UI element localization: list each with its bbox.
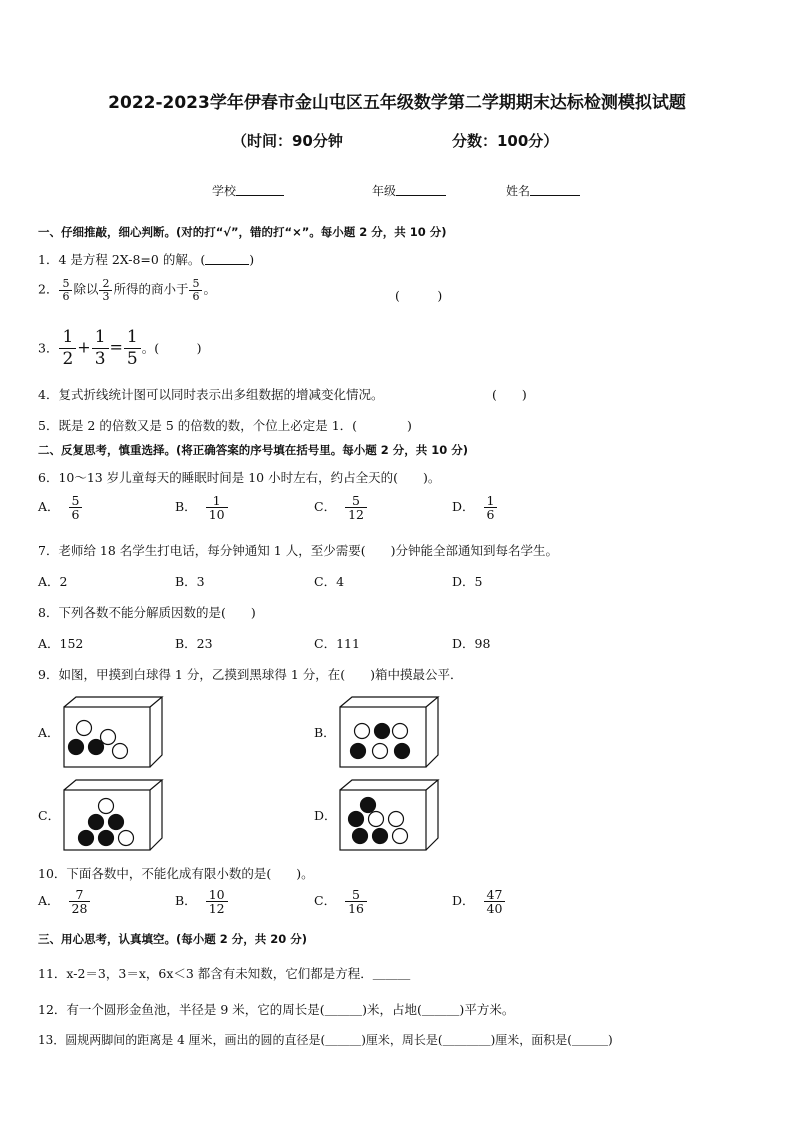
name-field[interactable] (506, 182, 580, 199)
black-ball (89, 740, 104, 755)
q3-equals: = (109, 337, 123, 357)
q7-option-c[interactable]: C．4 (314, 574, 345, 589)
school-label: 学校 (212, 184, 237, 198)
q2-fraction-1: $\frac{5}{6}$ (59, 278, 72, 302)
black-ball (99, 831, 114, 846)
question-5: 5．既是 2 的倍数又是 5 的倍数的数，个位上必定是 1．( ) (38, 418, 412, 433)
q3-fraction-2: $\frac{1}{3}$ (92, 327, 109, 371)
q2-fraction-2: $\frac{2}{3}$ (99, 278, 112, 302)
exam-time: （时间：90分钟 (232, 132, 343, 150)
black-ball (373, 829, 388, 844)
grade-label: 年级 (372, 184, 397, 198)
q10-option-d[interactable]: D． $\frac{47}{40}$ (452, 888, 506, 915)
q2-end: 。 (203, 281, 216, 297)
school-blank[interactable] (236, 183, 284, 196)
grade-blank[interactable] (396, 183, 446, 196)
q9-box-c[interactable] (62, 778, 164, 852)
q6-d-fraction: $\frac{1}{6}$ (484, 494, 498, 521)
black-ball (109, 815, 124, 830)
question-11: 11．x-2＝3，3＝x，6x＜3 都含有未知数，它们都是方程．＿＿＿ (38, 966, 411, 981)
white-ball (113, 744, 128, 759)
black-ball (395, 744, 410, 759)
q3-plus: + (77, 337, 91, 357)
question-13: 13．圆规两脚间的距离是 4 厘米，画出的圆的直径是(＿＿＿)厘米，周长是(＿＿＿＿)厘米，面积是(＿＿＿) (38, 1033, 613, 1047)
q3-fraction-1: $\frac{1}{2}$ (59, 327, 76, 371)
q10-c-fraction: $\frac{5}{16}$ (345, 888, 367, 915)
question-1 (38, 250, 254, 268)
name-blank[interactable] (530, 183, 580, 196)
q8-option-a[interactable]: A．152 (38, 636, 84, 651)
q9-box-b[interactable] (338, 695, 440, 769)
black-ball (353, 829, 368, 844)
q8-option-d[interactable]: D．98 (452, 636, 491, 651)
q2-number: 2． (38, 281, 59, 297)
q8-option-b[interactable]: B．23 (175, 636, 213, 651)
question-3 (38, 327, 202, 371)
white-ball (393, 724, 408, 739)
question-4: 4．复式折线统计图可以同时表示出多组数据的增减变化情况。 (38, 387, 384, 402)
school-field[interactable] (212, 182, 284, 199)
q3-number: 3． (38, 340, 59, 356)
q6-option-d[interactable]: D． $\frac{1}{6}$ (452, 494, 498, 521)
q1-text: 1．4 是方程 2X-8=0 的解。( (38, 252, 206, 267)
q10-d-fraction: $\frac{47}{40}$ (484, 888, 506, 915)
black-ball (349, 812, 364, 827)
white-ball (369, 812, 384, 827)
q10-option-c[interactable]: C． $\frac{5}{16}$ (314, 888, 368, 915)
question-10: 10．下面各数中，不能化成有限小数的是( )。 (38, 866, 314, 881)
black-ball (69, 740, 84, 755)
q6-a-fraction: $\frac{5}{6}$ (69, 494, 83, 521)
black-ball (375, 724, 390, 739)
grade-field[interactable] (372, 182, 446, 199)
section-1-heading: 一、仔细推敲，细心判断。(对的打“√”，错的打“×”。每小题 2 分，共 10 分) (38, 225, 447, 239)
q6-c-fraction: $\frac{5}{12}$ (345, 494, 367, 521)
q3-end: 。( ) (141, 340, 202, 356)
white-ball (77, 721, 92, 736)
question-6: 6．10～13 岁儿童每天的睡眠时间是 10 小时左右，约占全天的( )。 (38, 470, 441, 485)
q9-option-b-label[interactable]: B． (314, 725, 336, 740)
black-ball (89, 815, 104, 830)
white-ball (99, 799, 114, 814)
q7-option-b[interactable]: B．3 (175, 574, 205, 589)
page-title: 2022-2023学年伊春市金山屯区五年级数学第二学期期末达标检测模拟试题 (108, 93, 686, 113)
white-ball (119, 831, 134, 846)
question-12: 12．有一个圆形金鱼池，半径是 9 米，它的周长是(＿＿＿)米，占地(＿＿＿)平方米。 (38, 1002, 515, 1017)
q9-option-c-label[interactable]: C． (38, 808, 61, 823)
q10-option-a[interactable]: A． $\frac{7}{28}$ (38, 888, 91, 915)
black-ball (351, 744, 366, 759)
q4-answer-paren[interactable]: ( ) (492, 387, 527, 402)
q3-fraction-3: $\frac{1}{5}$ (124, 327, 141, 371)
name-label: 姓名 (506, 184, 531, 198)
white-ball (355, 724, 370, 739)
q7-option-d[interactable]: D．5 (452, 574, 483, 589)
white-ball (101, 730, 116, 745)
section-3-heading: 三、用心思考，认真填空。(每小题 2 分，共 20 分) (38, 932, 308, 946)
section-2-heading: 二、反复思考，慎重选择。(将正确答案的序号填在括号里。每小题 2 分，共 10 分) (38, 443, 469, 457)
q9-box-d[interactable] (338, 778, 440, 852)
q9-box-a[interactable] (62, 695, 164, 769)
q6-option-b[interactable]: B． $\frac{1}{10}$ (175, 494, 229, 521)
q10-b-fraction: $\frac{10}{12}$ (206, 888, 228, 915)
exam-score: 分数：100分） (452, 132, 559, 150)
q6-option-c[interactable]: C． $\frac{5}{12}$ (314, 494, 368, 521)
black-ball (79, 831, 94, 846)
q1-blank[interactable] (205, 252, 249, 265)
black-ball (361, 798, 376, 813)
q9-option-a-label[interactable]: A． (38, 725, 60, 740)
q2-text-b: 所得的商小于 (113, 281, 189, 297)
white-ball (389, 812, 404, 827)
q7-option-a[interactable]: A．2 (38, 574, 68, 589)
q10-a-fraction: $\frac{7}{28}$ (69, 888, 91, 915)
question-8: 8．下列各数不能分解质因数的是( ) (38, 605, 256, 620)
q1-end: ) (249, 252, 255, 267)
q9-option-d-label[interactable]: D． (314, 808, 337, 823)
white-ball (373, 744, 388, 759)
white-ball (393, 829, 408, 844)
q6-b-fraction: $\frac{1}{10}$ (206, 494, 228, 521)
question-9: 9．如图，甲摸到白球得 1 分，乙摸到黑球得 1 分，在( )箱中摸最公平． (38, 667, 463, 682)
q2-text-a: 除以 (73, 281, 99, 297)
q8-option-c[interactable]: C．111 (314, 636, 360, 651)
question-2 (38, 278, 216, 302)
q10-option-b[interactable]: B． $\frac{10}{12}$ (175, 888, 229, 915)
question-7: 7．老师给 18 名学生打电话，每分钟通知 1 人，至少需要( )分钟能全部通知到每名学生。 (38, 543, 558, 558)
q2-answer-paren[interactable]: ( ) (395, 288, 443, 303)
q2-fraction-3: $\frac{5}{6}$ (189, 278, 202, 302)
q6-option-a[interactable]: A． $\frac{5}{6}$ (38, 494, 83, 521)
